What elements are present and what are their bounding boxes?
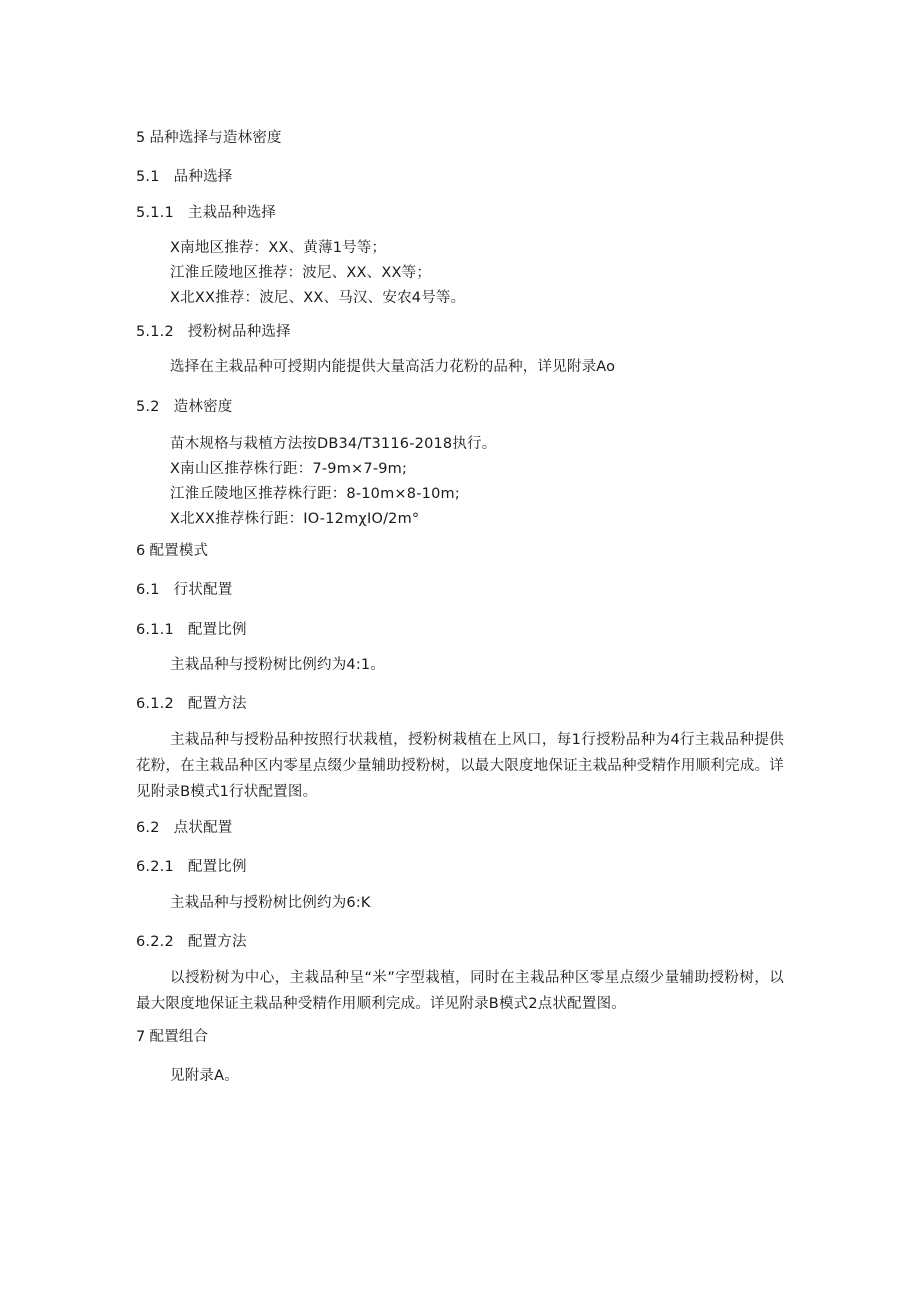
section-number: 6 xyxy=(136,543,146,559)
body-line: 江淮丘陵地区推荐株行距：8-10m×8-10m; xyxy=(170,486,460,502)
section-title: 品种选择 xyxy=(173,169,233,185)
section-7-heading xyxy=(136,1027,208,1047)
body-line: 主栽品种与授粉树比例约为6:K xyxy=(170,895,371,911)
body-line: 主栽品种与授粉树比例约为4:1。 xyxy=(170,657,386,673)
section-title: 点状配置 xyxy=(173,820,233,836)
body-line: X北XX推荐：波尼、XX、马汉、安农4号等。 xyxy=(170,290,466,306)
body-line: 江淮丘陵地区推荐：波尼、XX、XX等； xyxy=(170,265,432,281)
section-title: 配置模式 xyxy=(149,543,209,559)
section-6-heading xyxy=(136,541,208,561)
section-title: 造林密度 xyxy=(173,399,233,415)
section-number: 6.2.2 xyxy=(136,934,174,950)
body-line: 苗木规格与栽植方法按DB34/T3116-2018执行。 xyxy=(170,436,497,452)
section-number: 5.1.2 xyxy=(136,324,174,340)
body-line: 选择在主栽品种可授期内能提供大量高活力花粉的品种，详见附录Ao xyxy=(170,359,616,375)
section-number: 5 xyxy=(136,130,146,146)
section-5-1-1-heading xyxy=(136,203,276,223)
section-number: 6.1 xyxy=(136,582,160,598)
body-line: X南山区推荐株行距：7-9m×7-9m; xyxy=(170,461,408,477)
section-number: 5.2 xyxy=(136,399,160,415)
section-number: 5.1 xyxy=(136,169,160,185)
body-line: X南地区推荐：XX、黄薄1号等； xyxy=(170,240,387,256)
body-paragraph: 以授粉树为中心，主栽品种呈“米”字型栽植，同时在主栽品种区零星点缀少量辅助授粉树，以最大限度地保证主栽品种受精作用顺利完成。详见附录B模式2点状配置图。 xyxy=(136,970,784,1012)
body-line: X北XX推荐株行距：IO-12mχIO∕2m° xyxy=(170,511,420,527)
section-5-1-2-heading xyxy=(136,322,291,342)
section-5-2-heading xyxy=(136,397,232,417)
section-5-heading xyxy=(136,128,282,148)
section-title: 行状配置 xyxy=(173,582,233,598)
section-title: 配置方法 xyxy=(187,934,247,950)
section-number: 6.2.1 xyxy=(136,859,174,875)
section-6-1-2-heading xyxy=(136,694,247,714)
section-number: 5.1.1 xyxy=(136,205,174,221)
section-title: 配置比例 xyxy=(187,622,247,638)
section-6-2-1-heading xyxy=(136,857,247,877)
section-title: 配置组合 xyxy=(149,1029,209,1045)
section-number: 6.1.2 xyxy=(136,696,174,712)
section-5-1-heading xyxy=(136,167,232,187)
section-title: 品种选择与造林密度 xyxy=(149,130,282,146)
body-paragraph: 主栽品种与授粉品种按照行状栽植，授粉树栽植在上风口，每1行授粉品种为4行主栽品种提供花粉，在主栽品种区内零星点缀少量辅助授粉树，以最大限度地保证主栽品种受精作用顺利完成。详见附录B模式1行状配置图。 xyxy=(136,732,784,800)
section-number: 6.2 xyxy=(136,820,160,836)
section-6-2-heading xyxy=(136,818,232,838)
section-6-2-2-heading xyxy=(136,932,247,952)
section-number: 7 xyxy=(136,1029,146,1045)
section-6-1-heading xyxy=(136,580,232,600)
section-6-1-1-heading xyxy=(136,620,247,640)
body-line: 见附录A。 xyxy=(170,1068,239,1084)
section-title: 主栽品种选择 xyxy=(187,205,277,221)
section-title: 配置方法 xyxy=(187,696,247,712)
section-title: 配置比例 xyxy=(187,859,247,875)
section-title: 授粉树品种选择 xyxy=(187,324,291,340)
section-number: 6.1.1 xyxy=(136,622,174,638)
